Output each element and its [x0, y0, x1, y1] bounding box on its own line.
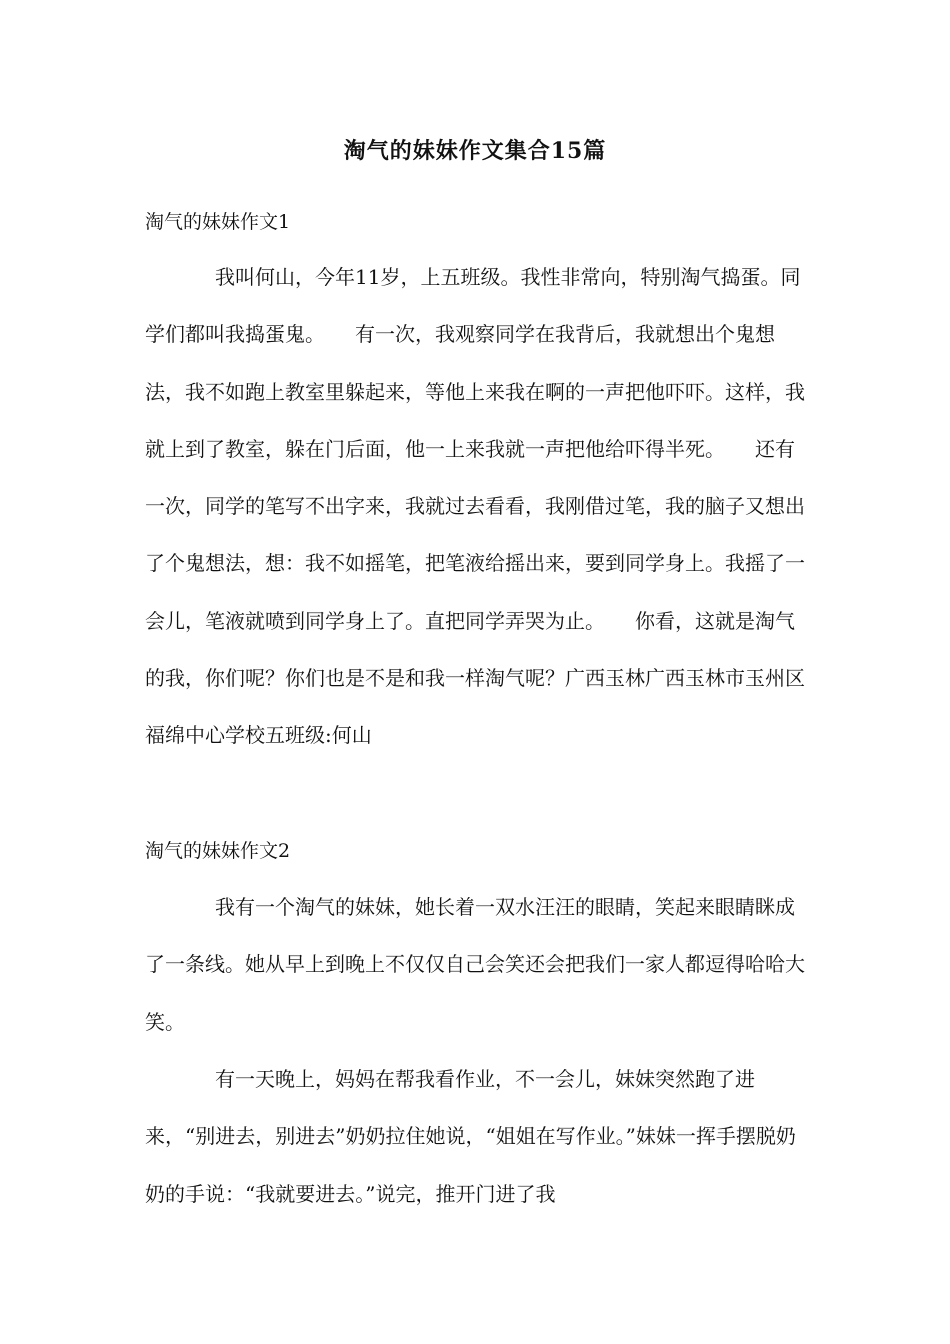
- section-heading-2: 淘气的妹妹作文2: [145, 840, 291, 862]
- section-1-paragraph-1: 我叫何山，今年11岁，上五班级。我性非常向，特别淘气捣蛋。同学们都叫我捣蛋鬼。 有一次，我观察同学在我背后，我就想出个鬼想法，我不如跑上教室里躲起来，等他上来我在啊的一声把他吓吓。这样，我就上到了教室，躲在门后面，他一上来我就一声把他给吓得半死。 还有一次，同学的笔写不出字来，我就过去看看，我刚借过笔，我的脑子又想出了个鬼想法，想：我不如摇笔，把笔液给摇出来，要到同学身上。我摇了一会儿，笔液就喷到同学身上了。直把同学弄哭为止。 你看，这就是淘气的我，你们呢？你们也是不是和我一样淘气呢？广西玉林广西玉林市玉州区福绵中心学校五班级:何山: [145, 265, 805, 748]
- section-2-paragraph-2: 有一天晚上，妈妈在帮我看作业，不一会儿，妹妹突然跑了进来，“别进去，别进去”奶奶拉住她说，“姐姐在写作业。”妹妹一挥手摆脱奶奶的手说：“我就要进去。”说完，推开门进了我: [145, 1067, 796, 1206]
- section-2-paragraph-1: 我有一个淘气的妹妹，她长着一双水汪汪的眼睛，笑起来眼睛眯成了一条线。她从早上到晚上不仅仅自己会笑还会把我们一家人都逗得哈哈大笑。: [145, 895, 805, 1034]
- document-title: 淘气的妹妹作文集合15篇: [343, 138, 607, 164]
- section-heading-1: 淘气的妹妹作文1: [145, 211, 291, 233]
